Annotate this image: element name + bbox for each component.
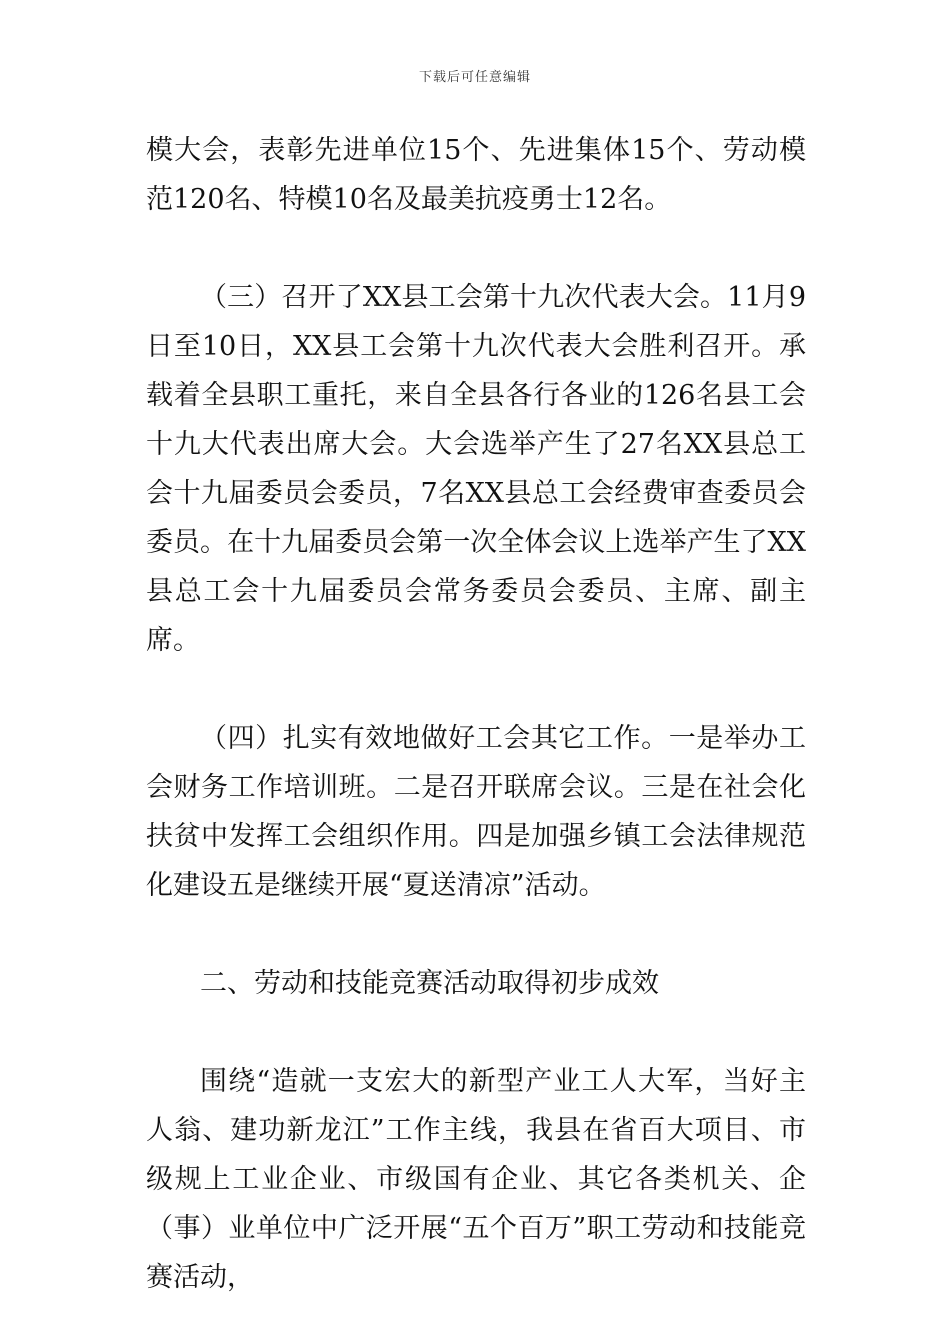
paragraph-gap [146,224,806,273]
paragraph-other-work: （四）扎实有效地做好工会其它工作。一是举办工会财务工作培训班。二是召开联席会议。三是在社会化扶贫中发挥工会组织作用。四是加强乡镇工会法律规范化建设五是继续开展“夏送清凉”活动。 [146,723,806,901]
paragraph-gap [146,665,806,714]
page-header-note: 下载后可任意编辑 [418,70,531,85]
paragraph-awards-summary: 模大会，表彰先进单位15个、先进集体15个、劳动模范120名、特模10名及最美抗疫勇士12名。 [146,135,806,215]
section-heading: 二、劳动和技能竞赛活动取得初步成效 [200,968,659,999]
paragraph-competition: 围绕“造就一支宏大的新型产业工人大军，当好主人翁、建功新龙江”工作主线，我县在省百大项目、市级规上工业企业、市级国有企业、其它各类机关、企（事）业单位中广泛开展“五个百万”职工劳动和技能竞赛活动， [146,1066,806,1293]
paragraph-gap [146,1008,806,1057]
document-body [146,126,806,1302]
paragraph-congress: （三）召开了XX县工会第十九次代表大会。11月9日至10日，XX县工会第十九次代表大会胜利召开。承载着全县职工重托，来自全县各行各业的126名县工会十九大代表出席大会。大会选举产生了27名XX县总工会十九届委员会委员，7名XX县总工会经费审查委员会委员。在十九届委员会第一次全体会议上选举产生了XX县总工会十九届委员会常务委员会委员、主席、副主席。 [146,282,806,656]
paragraph-gap [146,910,806,959]
